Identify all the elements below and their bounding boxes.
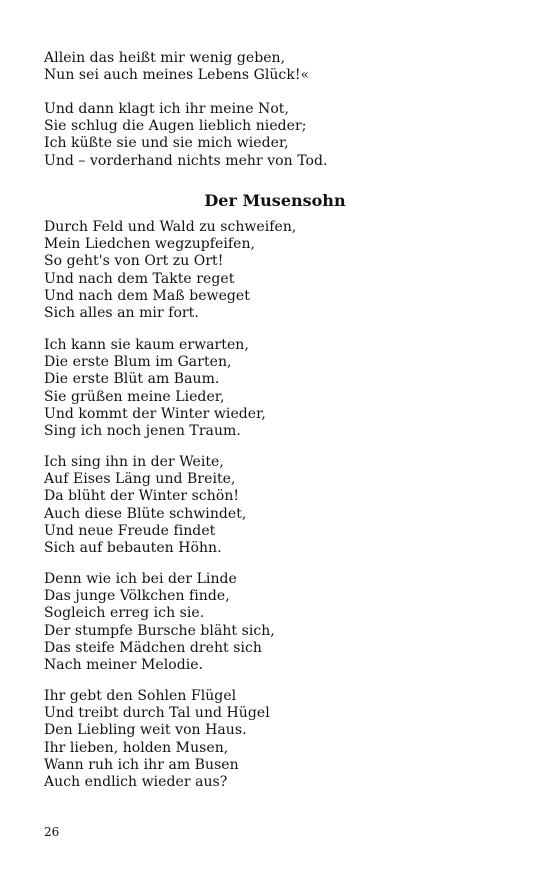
verse-line: Auch diese Blüte schwindet,	[44, 505, 247, 522]
verse-line: Durch Feld und Wald zu schweifen,	[44, 219, 297, 235]
verse-line: Wann ruh ich ihr am Busen	[44, 756, 239, 773]
verse-line: Da blüht der Winter schön!	[44, 488, 240, 505]
poem-title: Der Musensohn	[204, 191, 346, 210]
verse-line: Nun sei auch meines Lebens Glück!«	[44, 67, 310, 84]
verse-line: Ihr lieben, holden Musen,	[44, 739, 229, 756]
verse-line: Sie schlug die Augen lieblich nieder;	[44, 118, 307, 135]
verse-line: Der stumpfe Bursche bläht sich,	[44, 622, 275, 639]
verse-line: Ich kann sie kaum erwarten,	[44, 337, 249, 353]
verse-line: Ich küßte sie und sie mich wieder,	[44, 135, 289, 152]
verse-line: Auf Eises Läng und Breite,	[44, 471, 236, 488]
stanza-prev-2	[44, 101, 514, 170]
verse-line: Sogleich erreg ich sie.	[44, 605, 205, 622]
verse-line: Sich alles an mir fort.	[44, 305, 199, 322]
stanza-1	[44, 219, 514, 322]
verse-line: Die erste Blum im Garten,	[44, 354, 232, 371]
verse-line: Auch endlich wieder aus?	[44, 774, 228, 791]
verse-line: Allein das heißt mir wenig geben,	[44, 50, 286, 66]
verse-line: Und kommt der Winter wieder,	[44, 405, 266, 422]
verse-line: Mein Liedchen wegzupfeifen,	[44, 236, 256, 253]
verse-line: Nach meiner Melodie.	[44, 657, 204, 674]
verse-line: Und nach dem Maß beweget	[44, 287, 250, 304]
verse-line: Denn wie ich bei der Linde	[44, 571, 237, 587]
verse-line: Ihr gebt den Sohlen Flügel	[44, 688, 237, 704]
stanza-4	[44, 571, 514, 674]
verse-line: Und dann klagt ich ihr meine Not,	[44, 101, 289, 117]
stanza-prev-1	[44, 50, 514, 84]
verse-line: Und – vorderhand nichts mehr von Tod.	[44, 152, 328, 169]
stanza-5	[44, 688, 514, 791]
verse-line: Sich auf bebauten Höhn.	[44, 540, 222, 557]
verse-line: So geht's von Ort zu Ort!	[44, 253, 224, 270]
verse-line: Das steife Mädchen dreht sich	[44, 639, 262, 656]
verse-line: Und nach dem Takte reget	[44, 270, 235, 287]
verse-line: Und treibt durch Tal und Hügel	[44, 705, 270, 722]
stanza-3	[44, 454, 514, 557]
verse-line: Sie grüßen meine Lieder,	[44, 388, 225, 405]
page-number: 26	[44, 825, 60, 839]
verse-line: Und neue Freude findet	[44, 522, 216, 539]
verse-line: Die erste Blüt am Baum.	[44, 371, 220, 388]
stanza-2	[44, 337, 514, 440]
verse-line: Den Liebling weit von Haus.	[44, 722, 247, 739]
verse-line: Das junge Völkchen finde,	[44, 588, 230, 605]
verse-line: Sing ich noch jenen Traum.	[44, 423, 241, 440]
verse-line: Ich sing ihn in der Weite,	[44, 454, 224, 470]
